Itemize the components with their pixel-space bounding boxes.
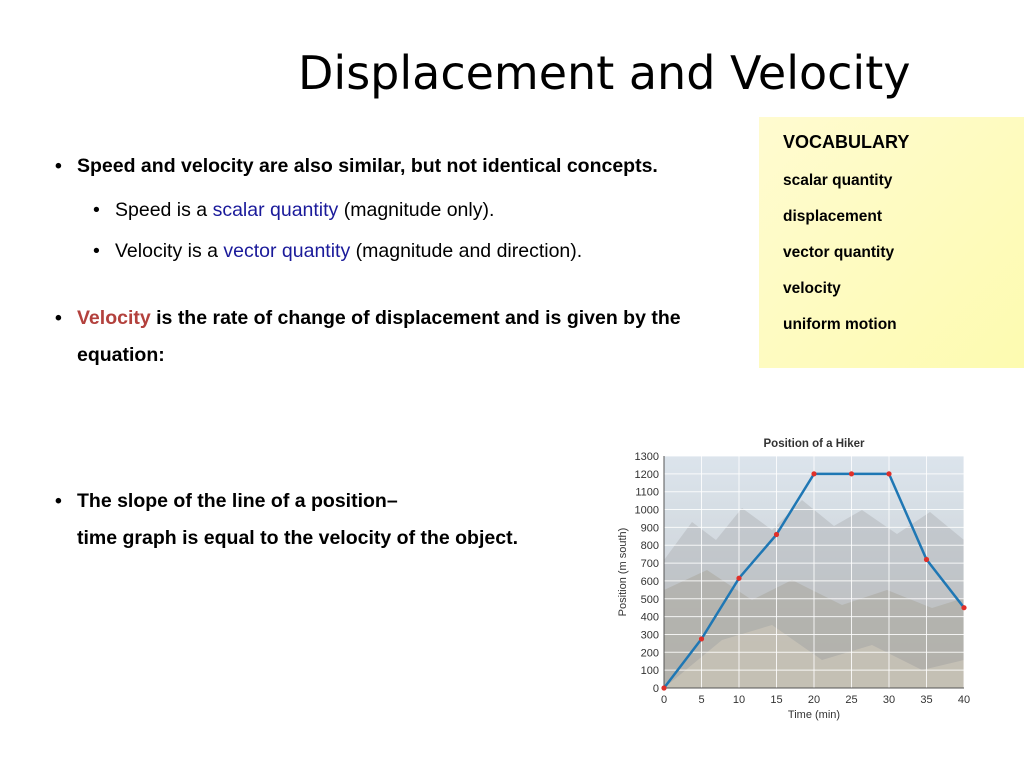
bullet-dot: •	[55, 307, 62, 329]
bullet-dot: •	[55, 155, 62, 177]
x-tick-label: 10	[732, 694, 746, 706]
x-tick-label: 20	[807, 694, 821, 706]
x-tick-label: 0	[660, 694, 668, 706]
data-point	[961, 605, 966, 610]
bullet-text-line1: The slope of the line of a position–	[77, 490, 398, 512]
slide-title: Displacement and Velocity	[298, 46, 911, 100]
bullet-dot: •	[93, 199, 100, 221]
x-tick-label: 5	[698, 694, 705, 706]
data-point	[849, 471, 854, 476]
subbullet-velocity	[93, 233, 735, 270]
vocab-item: uniform motion	[783, 316, 897, 333]
subbullet-text-post: (magnitude and direction).	[350, 240, 583, 262]
subbullet-text-pre: Speed is a	[115, 199, 213, 221]
data-point	[774, 532, 779, 537]
x-tick-label: 25	[845, 694, 858, 706]
data-point	[736, 576, 741, 581]
subbullet-text-pre: Velocity is a	[115, 240, 224, 262]
y-tick-label: 800	[640, 540, 659, 553]
vocabulary-heading: VOCABULARY	[783, 132, 910, 152]
vocab-item: vector quantity	[783, 244, 895, 261]
y-axis-label: Position (m south)	[617, 527, 629, 617]
y-tick-label: 700	[640, 558, 659, 571]
data-point	[661, 685, 666, 690]
data-point	[811, 471, 816, 476]
x-tick-label: 30	[882, 694, 896, 706]
data-point	[924, 557, 929, 562]
x-tick-label: 15	[770, 694, 783, 706]
term-vector-quantity: vector quantity	[223, 240, 351, 262]
bullet-speed-velocity	[55, 148, 757, 185]
chart-title: Position of a Hiker	[763, 438, 865, 450]
y-tick-label: 400	[640, 611, 659, 624]
bullet-dot: •	[93, 240, 100, 262]
vocabulary-box	[759, 117, 1024, 368]
y-tick-label: 900	[640, 522, 659, 535]
hiker-position-chart	[612, 430, 984, 724]
data-point	[886, 471, 891, 476]
vocabulary-list	[783, 172, 897, 352]
subbullet-text-post: (magnitude only).	[338, 199, 495, 221]
y-tick-label: 500	[640, 593, 659, 606]
bullet-text-line2: time graph is equal to the velocity of the object.	[77, 527, 518, 549]
x-axis-label: Time (min)	[787, 709, 841, 721]
y-tick-label: 1100	[635, 486, 659, 499]
vocab-item: scalar quantity	[783, 172, 893, 189]
y-tick-label: 100	[640, 665, 659, 678]
y-tick-label: 300	[640, 629, 659, 642]
vocab-item: velocity	[783, 280, 841, 297]
bullet-slope	[55, 483, 537, 557]
y-tick-label: 1200	[634, 468, 659, 481]
y-tick-label: 1000	[634, 504, 659, 517]
y-tick-label: 1300	[634, 451, 659, 463]
bullet-dot: •	[55, 490, 62, 512]
bullet-velocity-definition	[55, 300, 737, 374]
y-tick-label: 600	[640, 575, 659, 588]
x-tick-label: 35	[920, 694, 933, 706]
term-velocity: Velocity	[77, 307, 151, 329]
data-point	[699, 636, 704, 641]
y-tick-label: 0	[652, 683, 659, 695]
term-scalar-quantity: scalar quantity	[212, 199, 339, 221]
y-tick-label: 200	[640, 647, 659, 660]
x-tick-label: 40	[957, 694, 971, 706]
bullet-text: Speed and velocity are also similar, but not identical concepts.	[77, 155, 658, 177]
subbullet-speed	[93, 192, 735, 229]
vocab-item: displacement	[783, 208, 883, 225]
chart-svg	[612, 430, 984, 724]
bullet-text: is the rate of change of displacement and is given by the equation:	[77, 307, 681, 366]
